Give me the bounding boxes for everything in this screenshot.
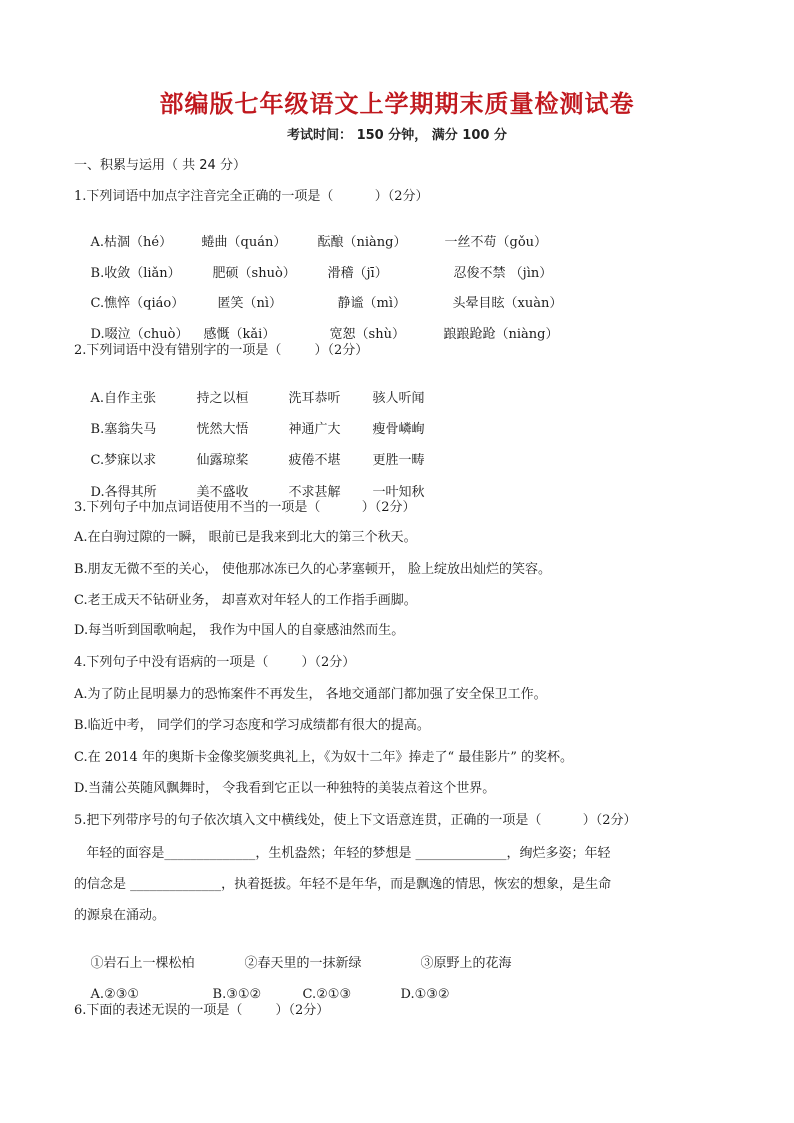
question-5-passage-line: 的信念是 ______________，执着挺拔。年轻不是年华，而是飘逸的情思，恢宏的想象，是生命 <box>74 877 612 892</box>
section-heading: 一、积累与运用（ 共 24 分） <box>74 158 246 173</box>
question-2-option-b: B.塞翁失马 恍然大悟 神通广大 瘦骨嶙峋 <box>90 422 425 437</box>
question-1-stem: 1.下列词语中加点字注音完全正确的一项是（ ）（2分） <box>74 189 429 204</box>
question-3-option-c: C.老王成天不钻研业务， 却喜欢对年轻人的工作指手画脚。 <box>74 593 417 608</box>
question-3-option-a: A.在白驹过隙的一瞬， 眼前已是我来到北大的第三个秋天。 <box>74 530 417 545</box>
question-2-option-d: D.各得其所 美不盛收 不求甚解 一叶知秋 <box>90 485 425 500</box>
question-1-option-d: D.啜泣（chuò） 感慨（kǎi） 宽恕（shù） 踉踉跄跄（niàng） <box>90 327 559 342</box>
question-3-stem: 3.下列句子中加点词语使用不当的一项是（ ）（2分） <box>74 500 416 515</box>
question-2-option-c: C.梦寐以求 仙露琼桨 疲倦不堪 更胜一畴 <box>90 453 425 468</box>
question-5-passage-line: 年轻的面容是______________，生机盎然；年轻的梦想是 ______________，绚烂多姿；年轻 <box>74 846 611 861</box>
question-4-option-b: B.临近中考， 同学们的学习态度和学习成绩都有很大的提高。 <box>74 718 430 733</box>
question-3-option-b: B.朋友无微不至的关心， 使他那冰冻已久的心茅塞顿开， 脸上绽放出灿烂的笑容。 <box>74 562 551 577</box>
question-5-choices: A.②③① B.③①② C.②①③ D.①③② <box>90 987 450 1002</box>
question-6-stem: 6.下面的表述无误的一项是（ ）（2分） <box>74 1003 330 1018</box>
question-2-option-a: A.自作主张 持之以桓 洗耳恭听 骇人听闻 <box>90 391 425 406</box>
question-1-option-b: B.收敛（liǎn） 肥硕（shuò） 滑稽（jī） 忍俊不禁 （jìn） <box>90 266 553 281</box>
question-4-option-d: D.当蒲公英随风飘舞时， 令我看到它正以一种独特的美装点着这个世界。 <box>74 781 496 796</box>
question-2-stem: 2.下列词语中没有错别字的一项是（ ）（2分） <box>74 343 369 358</box>
question-1-option-a: A.枯涸（hé） 蜷曲（quán） 酝酿（niàng） 一丝不苟（gǒu） <box>90 235 548 250</box>
question-5-stem: 5.把下列带序号的句子依次填入文中横线处，使上下文语意连贯，正确的一项是（ ）（2分） <box>74 813 637 828</box>
question-4-option-c: C.在 2014 年的奥斯卡金像奖颁奖典礼上，《为奴十二年》捧走了“ 最佳影片” 的奖杯。 <box>74 750 574 765</box>
question-3-option-d: D.每当听到国歌响起， 我作为中国人的自豪感油然而生。 <box>74 623 405 638</box>
question-4-stem: 4.下列句子中没有语病的一项是（ ）（2分） <box>74 655 356 670</box>
page-title: 部编版七年级语文上学期期末质量检测试卷 <box>159 90 635 118</box>
exam-info: 考试时间： 150 分钟， 满分 100 分 <box>287 128 507 143</box>
question-5-items: ①岩石上一棵松柏 ②春天里的一抹新绿 ③原野上的花海 <box>90 956 512 971</box>
question-4-option-a: A.为了防止昆明暴力的恐怖案件不再发生， 各地交通部门都加强了安全保卫工作。 <box>74 687 547 702</box>
question-5-passage-line: 的源泉在涌动。 <box>74 908 166 923</box>
question-1-option-c: C.憔悴（qiáo） 匿笑（nì） 静谧（mì） 头晕目眩（xuàn） <box>90 296 563 311</box>
